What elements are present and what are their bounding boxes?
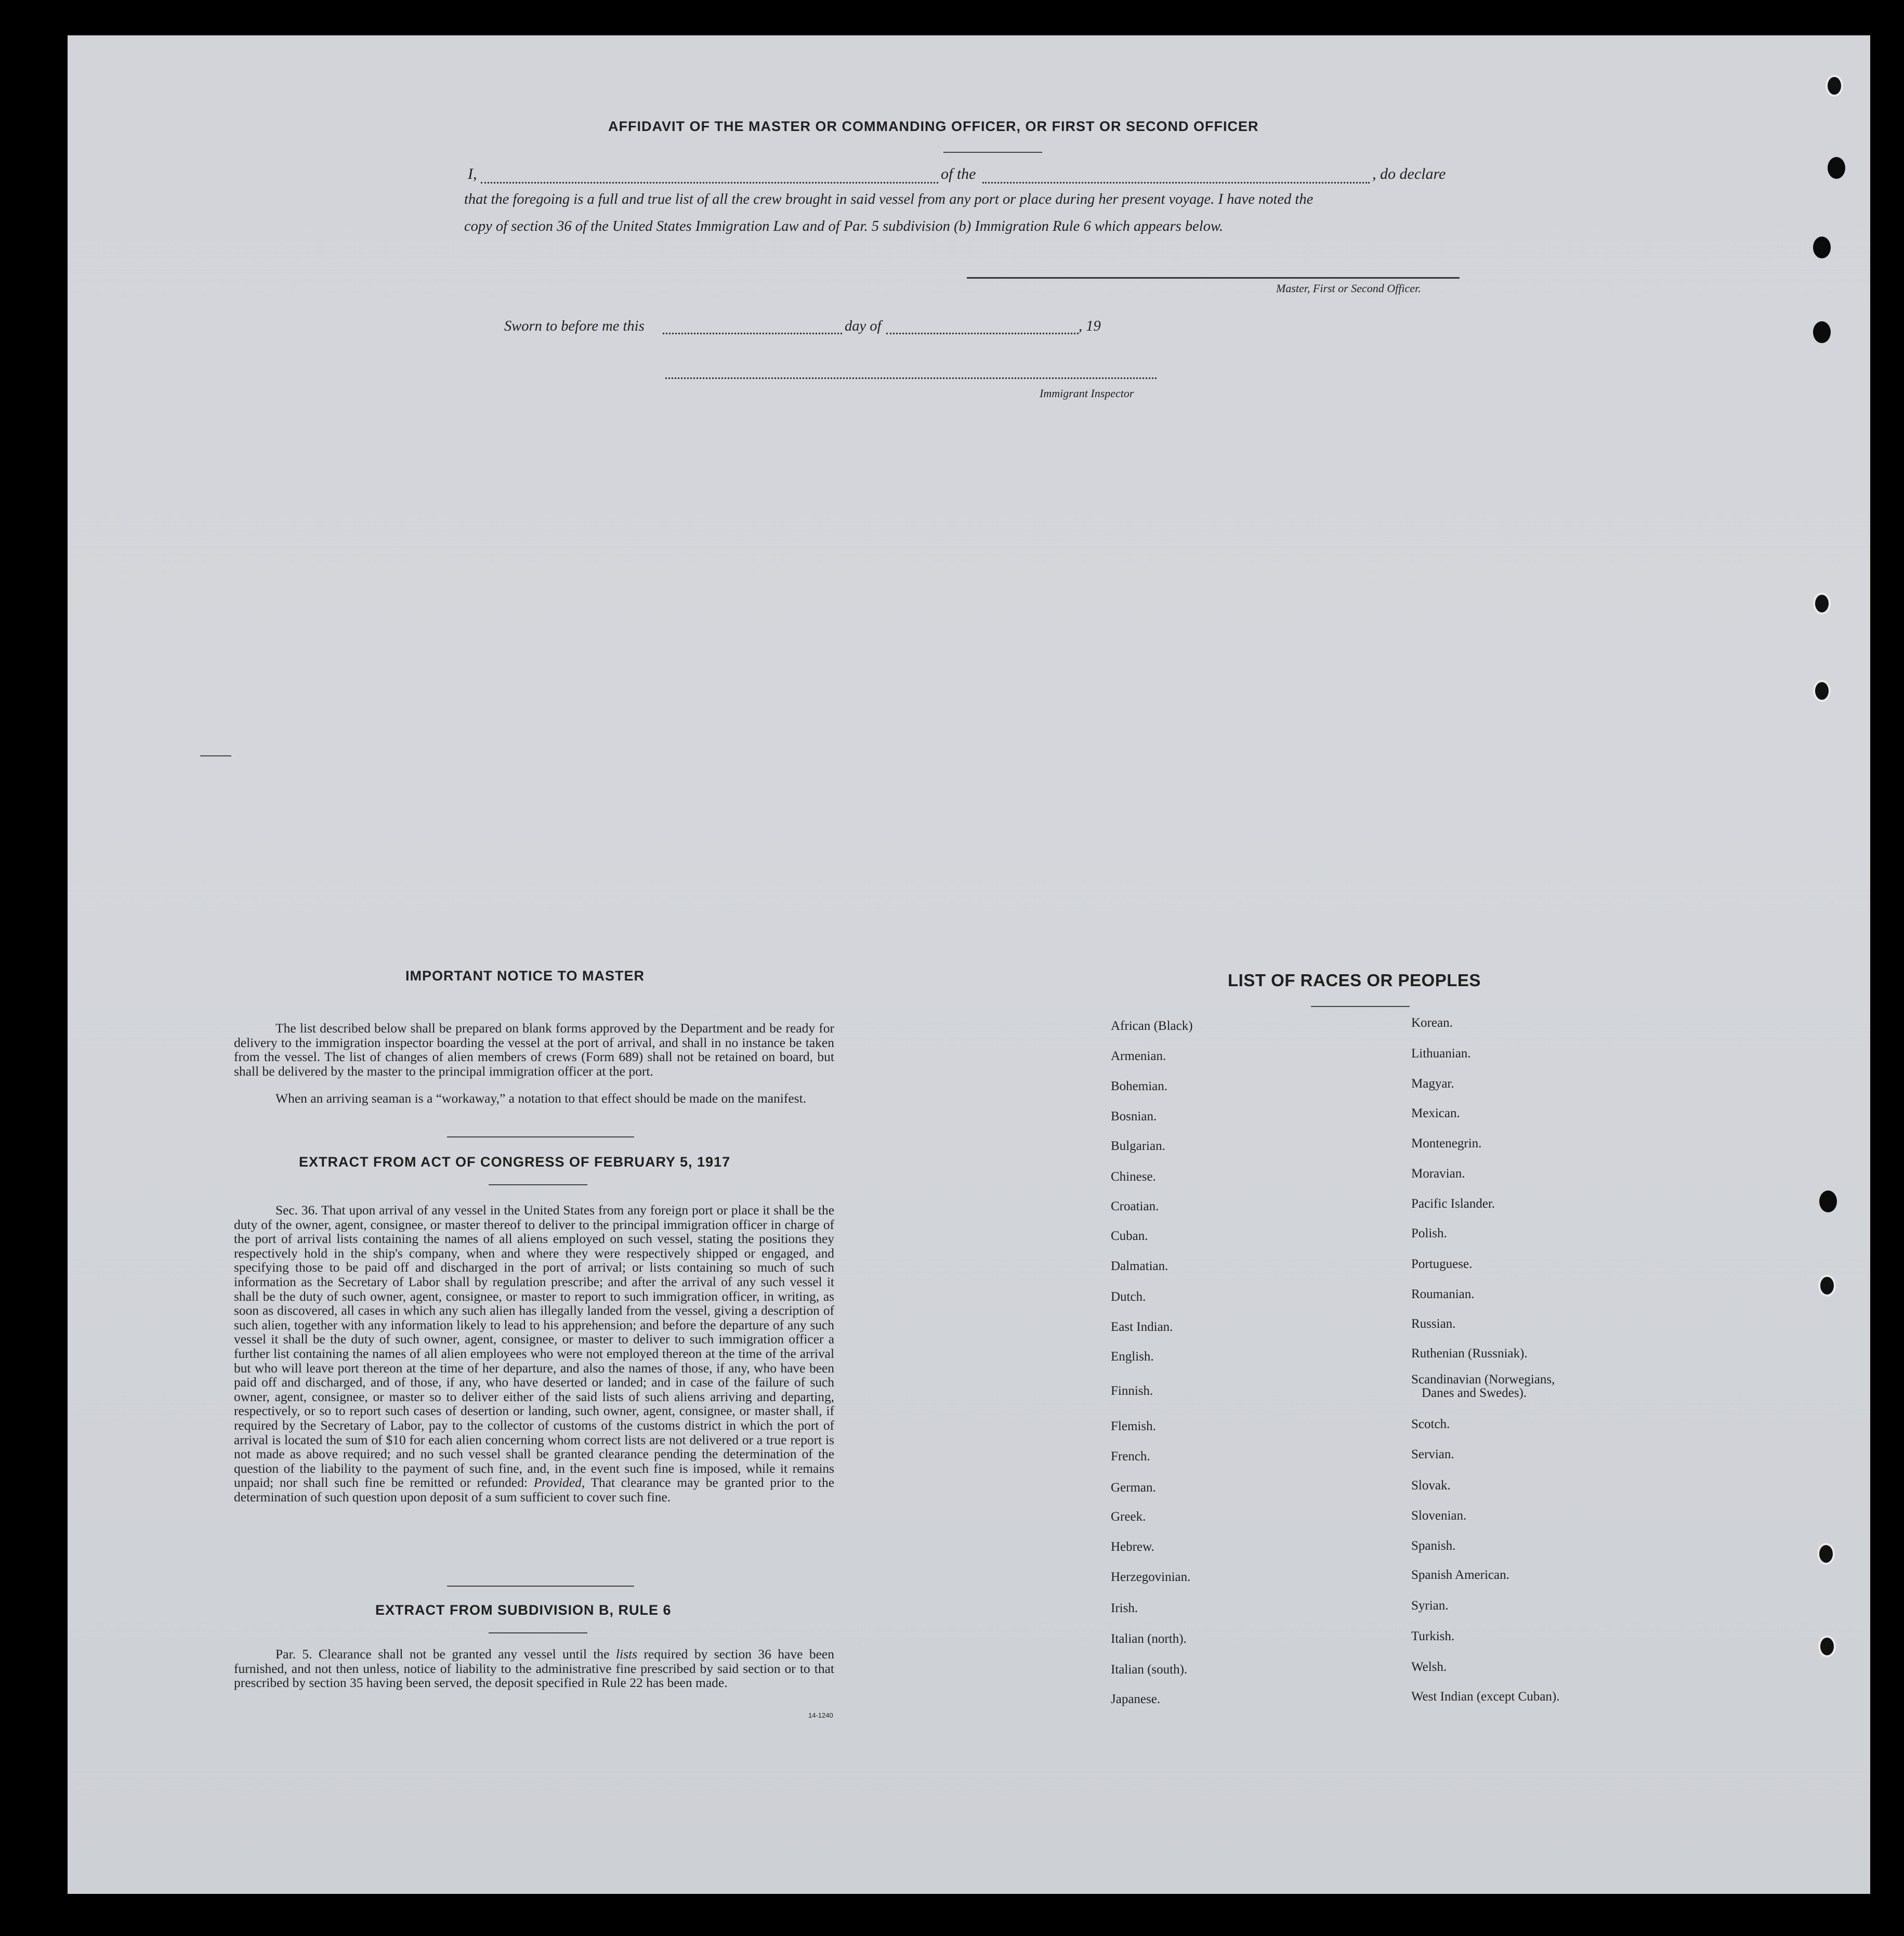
race-item: Bulgarian. <box>1111 1139 1165 1153</box>
document-sheet <box>68 35 1870 1894</box>
notice-title: IMPORTANT NOTICE TO MASTER <box>405 968 645 984</box>
divider <box>489 1632 587 1633</box>
divider <box>943 152 1042 153</box>
affidavit-text-line3: copy of section 36 of the United States Immigration Law and of Par. 5 subdivision (b) Immigration Rule 6 which appears below. <box>464 218 1223 234</box>
section-text: That clearance may be granted prior to the determination of such question upon deposit of a sum sufficient to cover such fine. <box>234 1475 834 1505</box>
binder-hole <box>1813 593 1831 614</box>
race-item: Italian (south). <box>1111 1663 1188 1677</box>
race-item: Portuguese. <box>1411 1257 1473 1271</box>
notice-text: The list described below shall be prepared on blank forms approved by the Department and be ready for delivery to the immigration inspector boarding the vessel at the port of arrival, and shall in no instance be taken from the vessel. The list of changes of alien members of crews (Form 689) shall not be retained on board, but shall be delivered by the master to the principal immigration officer at the port. <box>234 1021 834 1079</box>
binder-hole <box>1813 321 1831 343</box>
provided-label: Provided, <box>533 1475 585 1490</box>
year-label: , 19 <box>1079 318 1101 334</box>
race-item: Japanese. <box>1111 1692 1161 1706</box>
affidavit-i-label: I, <box>468 165 477 182</box>
race-item: Spanish. <box>1411 1539 1456 1553</box>
binder-hole <box>1813 680 1831 702</box>
race-item: Italian (north). <box>1111 1632 1187 1646</box>
race-item: Croatian. <box>1111 1199 1159 1213</box>
race-item: Ruthenian (Russniak). <box>1411 1346 1528 1361</box>
extract-act-title: EXTRACT FROM ACT OF CONGRESS OF FEBRUARY 5, 1917 <box>299 1154 731 1170</box>
margin-mark <box>200 755 231 756</box>
race-item: French. <box>1111 1449 1150 1463</box>
race-item: Herzegovinian. <box>1111 1570 1191 1584</box>
race-item: Dutch. <box>1111 1290 1146 1304</box>
binder-hole <box>1818 1275 1836 1297</box>
affidavit-text-line2: that the foregoing is a full and true list of all the crew brought in said vessel from any port or place during her present voyage. I have noted the <box>464 191 1314 207</box>
section-label: Sec. 36. <box>275 1203 318 1218</box>
race-item: Scotch. <box>1411 1417 1450 1431</box>
notice-text: When an arriving seaman is a “workaway,” a notation to that effect should be made on the manifest. <box>275 1091 807 1106</box>
race-item: Irish. <box>1111 1601 1138 1615</box>
notice-paragraph-1 <box>234 1021 834 1079</box>
race-item: Scandinavian (Norwegians, <box>1411 1372 1555 1386</box>
race-item: Montenegrin. <box>1411 1136 1482 1150</box>
races-title: LIST OF RACES OR PEOPLES <box>1228 971 1481 990</box>
extract-rule-paragraph <box>234 1647 834 1690</box>
race-item: Mexican. <box>1411 1106 1460 1120</box>
affidavit-declare-label: , do declare <box>1372 165 1446 182</box>
race-item: Flemish. <box>1111 1419 1156 1433</box>
race-item: Polish. <box>1411 1226 1447 1240</box>
race-item: Russian. <box>1411 1317 1456 1331</box>
rule-text: Par. 5. Clearance shall not be granted any vessel until the <box>275 1646 610 1662</box>
race-item: German. <box>1111 1481 1156 1495</box>
divider <box>447 1136 634 1137</box>
binder-hole <box>1813 237 1831 258</box>
vessel-field-line[interactable] <box>982 182 1370 184</box>
race-item: Danes and Swedes). <box>1422 1386 1527 1400</box>
race-item: African (Black) <box>1111 1019 1193 1033</box>
race-item: East Indian. <box>1111 1320 1173 1334</box>
rule-text: required by section 36 have been furnished, and not then unless, notice of liability to the administrative fine prescribed by said section or to that prescribed by section 35 having been served, the deposit specified in Rule 22 has been made. <box>234 1646 834 1691</box>
race-item: Cuban. <box>1111 1229 1148 1243</box>
affidavit-title: AFFIDAVIT OF THE MASTER OR COMMANDING OFFICER, OR FIRST OR SECOND OFFICER <box>608 119 1259 134</box>
divider <box>489 1184 587 1185</box>
race-item: Magyar. <box>1411 1077 1454 1091</box>
inspector-signature-line[interactable] <box>665 377 1157 379</box>
affidavit-of-the-label: of the <box>941 165 976 182</box>
binder-hole <box>1817 1543 1835 1565</box>
lists-label: lists <box>615 1646 638 1662</box>
extract-rule-title: EXTRACT FROM SUBDIVISION B, RULE 6 <box>375 1602 672 1618</box>
race-item: Dalmatian. <box>1111 1259 1168 1273</box>
section-text: That upon arrival of any vessel in the United States from any foreign port or place it shall be the duty of the owner, agent, consignee, or master thereof to deliver to the principal immigration officer in charge of the port of arrival lists containing the names of all aliens employed on such vessel, stating the positions they respectively hold in the ship's company, when and where they were respectively shipped or engaged, and specifying those to be paid off and discharged in the port of arrival; or lists containing so much of such information as the Secretary of Labor shall by regulation prescribe; and after the arrival of any such vessel it shall be the duty of such owner, agent, consignee, or master to report to such immigration officer, in writing, as soon as discovered, all cases in which any such alien has illegally landed from the vessel, giving a description of such alien, together with any information likely to lead to his apprehension; and before the departure of any such vessel it shall be the duty of such owner, agent, consignee, or master to deliver to such immigration officer a further list containing the names of all alien employees who were not employed thereon at the time of the arrival but who will leave port thereon at the time of her departure, and also the names of those, if any, who have been paid off and discharged, and of those, if any, who have deserted or landed; and in case of the failure of such owner, agent, consignee, or master so to deliver either of the said lists of such aliens arriving and departing, respectively, or so to report such cases of desertion or landing, such owner, agent, consignee, or master shall, if required by the Secretary of Labor, pay to the collector of customs of the customs district in which the port of arrival is located the sum of $10 for each alien concerning whom correct lists are not delivered or a true report is not made as above required; and no such vessel shall be granted clearance pending the determination of the question of the liability to the payment of such fine, and, in the event such fine is imposed, while it remains unpaid; nor shall such fine be remitted or refunded: <box>234 1203 834 1490</box>
race-item: Turkish. <box>1411 1629 1455 1643</box>
extract-act-paragraph <box>234 1204 834 1505</box>
sworn-day-field-line[interactable] <box>663 333 842 334</box>
race-item: Greek. <box>1111 1510 1146 1524</box>
race-item: Syrian. <box>1411 1599 1449 1613</box>
notice-paragraph-2 <box>234 1091 834 1106</box>
race-item: Hebrew. <box>1111 1540 1154 1554</box>
race-item: Moravian. <box>1411 1167 1465 1181</box>
signature-caption: Master, First or Second Officer. <box>1276 282 1421 295</box>
race-item: Chinese. <box>1111 1170 1156 1184</box>
race-item: Bohemian. <box>1111 1079 1168 1093</box>
race-item: Roumanian. <box>1411 1287 1475 1301</box>
inspector-caption: Immigrant Inspector <box>1040 387 1134 400</box>
sworn-label: Sworn to before me this <box>504 318 645 334</box>
race-item: Armenian. <box>1111 1049 1166 1063</box>
divider <box>447 1586 634 1587</box>
sworn-month-field-line[interactable] <box>886 333 1079 334</box>
race-item: English. <box>1111 1350 1154 1364</box>
binder-hole <box>1818 1636 1836 1657</box>
race-item: Slovak. <box>1411 1479 1451 1493</box>
divider <box>1311 1006 1410 1007</box>
form-number: 14-1240 <box>808 1711 833 1719</box>
race-item: Welsh. <box>1411 1660 1447 1674</box>
signature-line[interactable] <box>967 277 1460 279</box>
race-item: Korean. <box>1411 1016 1453 1030</box>
race-item: West Indian (except Cuban). <box>1411 1690 1560 1704</box>
race-item: Lithuanian. <box>1411 1047 1471 1061</box>
race-item: Bosnian. <box>1111 1109 1157 1123</box>
race-item: Spanish American. <box>1411 1568 1509 1582</box>
race-item: Slovenian. <box>1411 1509 1467 1523</box>
race-item: Servian. <box>1411 1447 1454 1461</box>
name-field-line[interactable] <box>481 182 938 184</box>
binder-hole <box>1819 1191 1837 1212</box>
race-item: Finnish. <box>1111 1384 1153 1398</box>
day-of-label: day of <box>845 318 882 334</box>
binder-hole <box>1828 157 1845 179</box>
binder-hole <box>1826 75 1843 97</box>
race-item: Pacific Islander. <box>1411 1197 1495 1211</box>
